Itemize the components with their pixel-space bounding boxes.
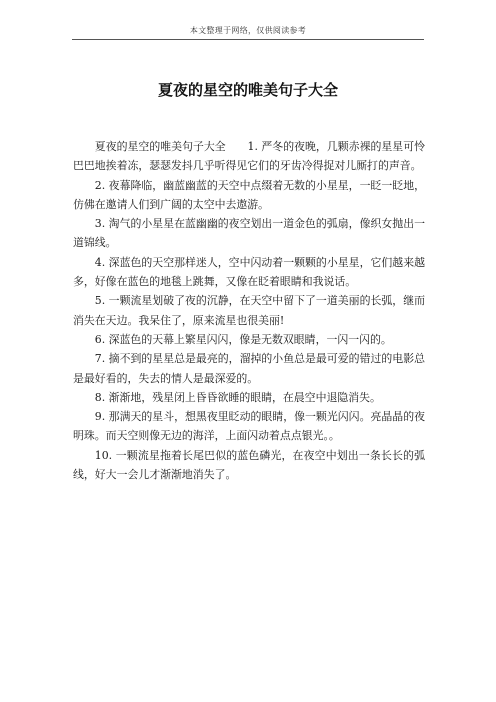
paragraph-3: 3. 淘气的小星星在蓝幽幽的夜空划出一道金色的弧扇，像织女抛出一道锦线。 (73, 217, 425, 250)
paragraph-intro-1: 夏夜的星空的唯美句子大全 1. 严冬的夜晚，几颗赤裸的星星可怜巴巴地挨着冻，瑟瑟发抖几乎听得见它们的牙齿冷得捉对儿厮打的声音。 (73, 140, 425, 173)
paragraph-7: 7. 摘不到的星星总是最亮的，溜掉的小鱼总是最可爱的错过的电影总是最好看的，失去的情人是最深爱的。 (73, 352, 425, 385)
paragraph-4: 4. 深蓝色的天空那样迷人，空中闪动着一颗颗的小星星，它们越来越多，好像在蓝色的地毯上跳舞，又像在眨着眼睛和我说话。 (73, 255, 425, 289)
paragraph-6: 6. 深蓝色的天幕上繁星闪闪，像是无数双眼睛，一闪一闪的。 (94, 332, 392, 346)
paragraph-2: 2. 夜幕降临，幽蓝幽蓝的天空中点缀着无数的小星星，一眨一眨地，仿佛在邀请人们到广阔的太空中去遨游。 (73, 178, 425, 211)
document-body (73, 137, 425, 484)
paragraph-10: 10. 一颗流星拖着长尾巴似的蓝色磷光，在夜空中划出一条长长的弧线，好大一会儿才渐渐地消失了。 (73, 448, 425, 482)
paragraph-9: 9. 那满天的星斗，想黑夜里眨动的眼睛，像一颗光闪闪。亮晶晶的夜明珠。而天空则像无边的海洋，上面闪动着点点银光。。 (73, 410, 425, 443)
paragraph-8: 8. 渐渐地，残星闭上昏昏欲睡的眼睛，在晨空中退隐消失。 (94, 390, 381, 404)
paragraph-5: 5. 一颗流星划破了夜的沉静，在天空中留下了一道美丽的长弧，继而消失在天边。我呆住了，原来流星也很美丽! (73, 294, 425, 327)
page-title: 夏夜的星空的唯美句子大全 (157, 81, 338, 99)
header-note: 本文整理于网络，仅供阅读参考 (189, 26, 307, 35)
header-divider (72, 39, 424, 40)
